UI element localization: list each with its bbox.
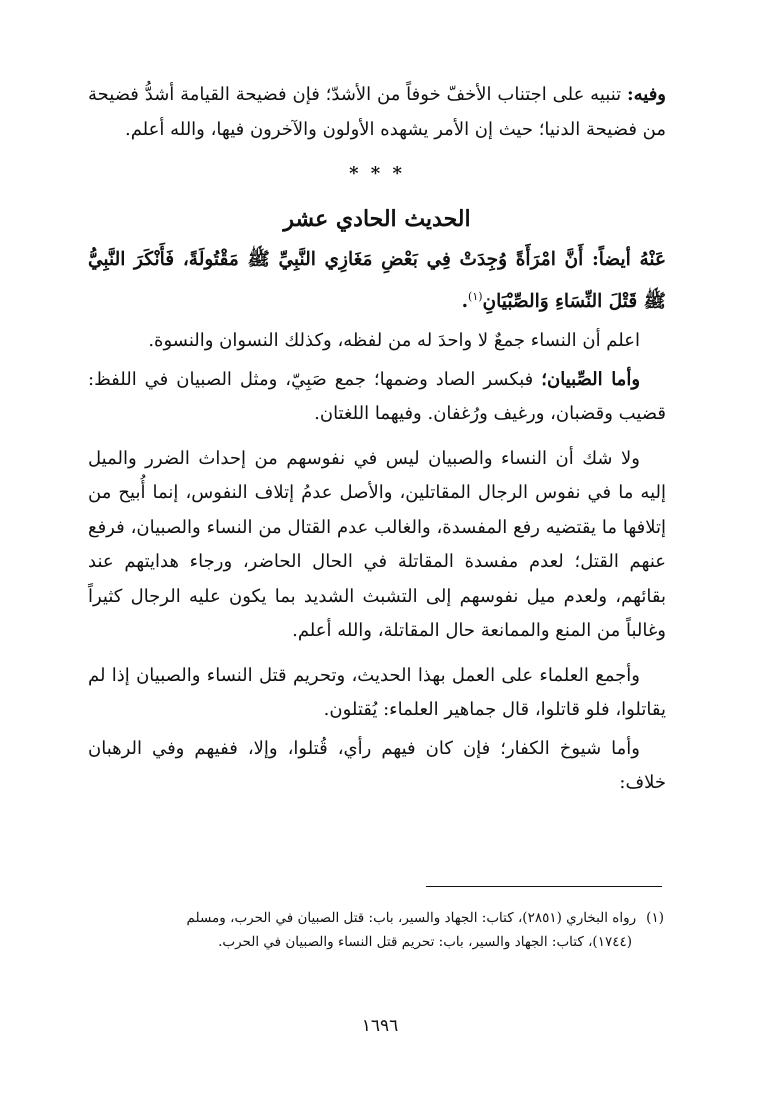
footnote-number: (١) xyxy=(646,910,664,926)
section-separator: * * * xyxy=(349,163,405,184)
hadith-heading: الحديث الحادي عشر xyxy=(283,206,471,232)
intro-paragraph xyxy=(88,78,666,147)
intro-text: تنبيه على اجتناب الأخفّ خوفاً من الأشدّ؛ فإن فضيحة القيامة أشدُّ فضيحة من فضيحة الدنيا؛ حيث إن الأمر يشهده الأولون والآخرون فيها، والله أعلم. xyxy=(88,84,666,140)
footnote xyxy=(90,906,664,954)
hadith-body: أَنَّ امْرَأَةً وُجِدَتْ فِي بَعْضِ مَغَازِي النَّبِيِّ ﷺ مَقْتُولَةً، فَأَنْكَرَ النَّبِيُّ ﷺ قَتْلَ النِّسَاءِ وَالصِّبْيَانِ xyxy=(88,249,666,313)
footnote-divider xyxy=(426,886,662,887)
paragraph-consensus: وأجمع العلماء على العمل بهذا الحديث، وتحريم قتل النساء والصبيان إذا لم يقاتلوا، فلو قاتلوا، قال جماهير العلماء: يُقتلون. xyxy=(88,664,666,721)
paragraph-boys-lead: وأما الصِّبيان؛ xyxy=(541,368,641,390)
footnote-reference: (١) xyxy=(468,290,483,303)
paragraph-women-plural: اعلم أن النساء جمعٌ لا واحدَ له من لفظه، وكذلك النسوان والنسوة. xyxy=(148,330,640,352)
footnote-line-1: رواه البخاري (٢٨٥١)، كتاب: الجهاد والسير، باب: قتل الصبيان في الحرب، ومسلم xyxy=(186,910,637,926)
paragraph-elders: وأما شيوخ الكفار؛ فإن كان فيهم رأي، قُتلوا، وإلا، ففيهم وفي الرهبان خلاف: xyxy=(88,737,666,794)
hadith-narrator: عَنْهُ أيضاً: xyxy=(591,249,667,270)
page-number: ١٦٩٦ xyxy=(361,1016,399,1036)
hadith-text xyxy=(88,241,666,320)
paragraph-reasoning: ولا شك أن النساء والصبيان ليس في نفوسهم من إحداث الضرر والميل إليه ما في نفوس الرجال المقاتلين، والأصل عدمُ إتلاف النفوس، إنما أُبيح من إتلافها ما يقتضيه رفع المفسدة، والغالب عدم القتال من النساء والصبيان، فرفع عنهم القتل؛ لعدم مفسدة المقاتلة في الحال الحاضر، ورجاء هدايتهم عند بقائهم، ولعدم ميل نفوسهم إلى التشبث الشديد بما يكون عليه الرجال كثيراً وغالباً من المنع والممانعة حال المقاتلة، والله أعلم. xyxy=(88,447,666,642)
paragraph-boys-text: فبكسر الصاد وضمها؛ جمع صَبِيّ، ومثل الصبيان في اللفظ: قضيب وقضبان، ورغيف ورُغفان. وفيهما اللغتان. xyxy=(88,368,666,425)
intro-lead: وفيه: xyxy=(626,84,666,105)
footnote-line-2: (١٧٤٤)، كتاب: الجهاد والسير، باب: تحريم قتل النساء والصبيان في الحرب. xyxy=(218,934,632,950)
hadith-end: . xyxy=(461,291,469,313)
paragraph-boys-plural xyxy=(88,363,666,432)
page-body xyxy=(88,78,666,801)
